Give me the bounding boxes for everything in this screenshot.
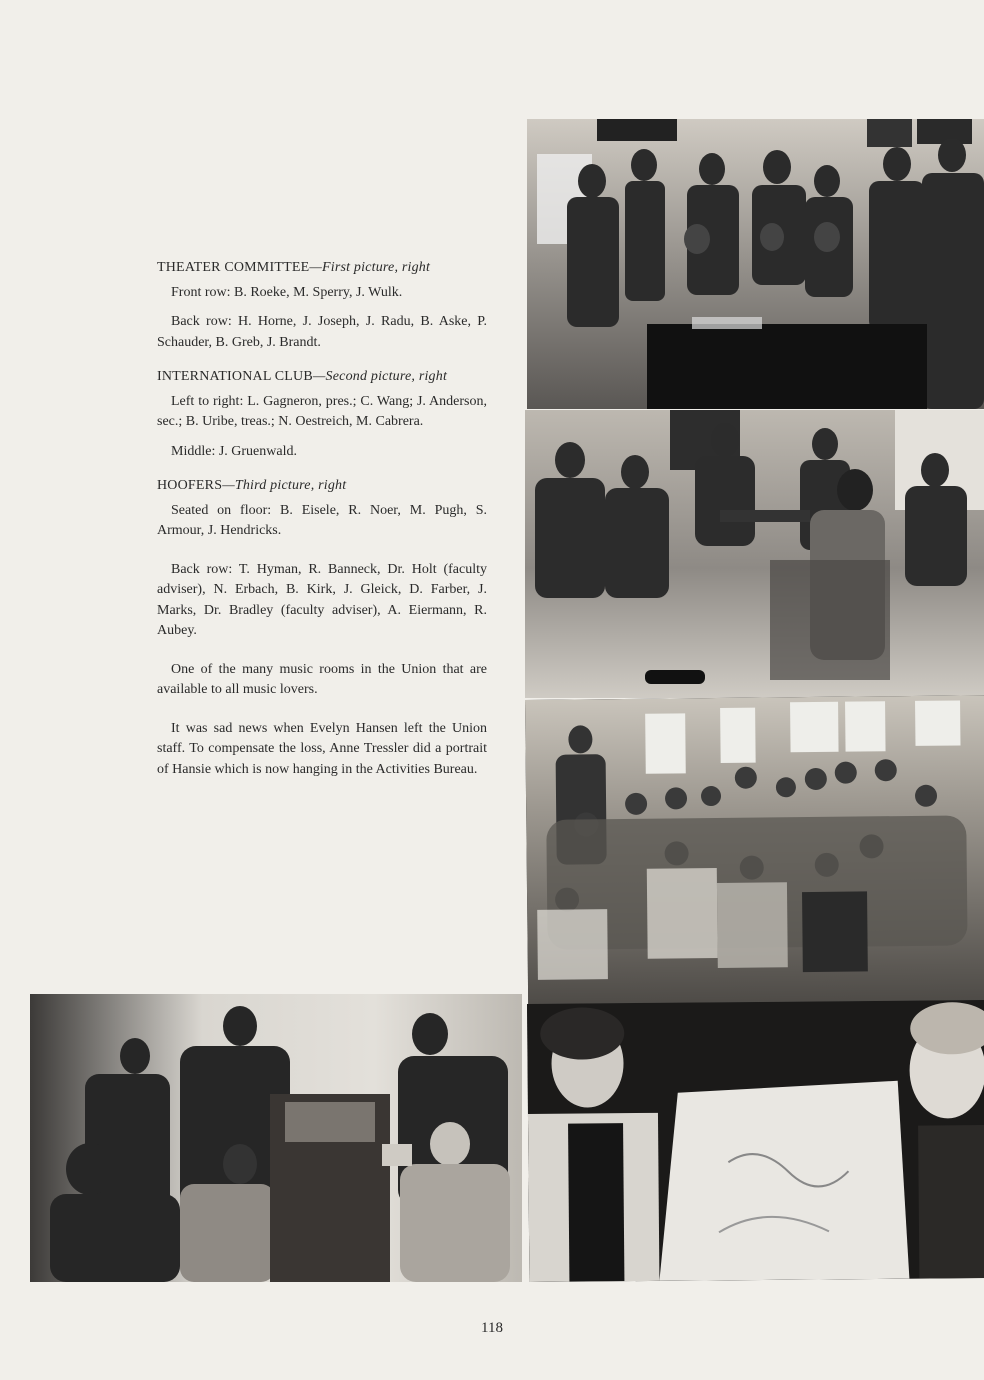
- theater-caption: [157, 258, 487, 353]
- theater-heading: THEATER COMMITTEE—First picture, right: [157, 260, 431, 275]
- music-room-photo: [30, 994, 522, 1282]
- hoofers-heading: HOOFERS—Third picture, right: [157, 478, 347, 493]
- hansen-portrait-photo: [527, 1000, 984, 1282]
- theater-committee-photo: [527, 119, 984, 409]
- international-club-photo: [525, 410, 984, 698]
- hoofers-photo: [525, 695, 984, 1008]
- international-heading: INTERNATIONAL CLUB—Second picture, right: [157, 369, 448, 384]
- international-caption: [157, 367, 487, 462]
- theater-front-row: Front row: B. Roeke, M. Sperry, J. Wulk.: [171, 284, 403, 300]
- international-left-to-right: Left to right: L. Gagneron, pres.; C. Wang; J. Anderson, sec.; B. Uribe, treas.; N. Oestreich, M. Cabrera.: [157, 393, 487, 429]
- caption-column: [157, 258, 487, 789]
- hansen-caption: It was sad news when Evelyn Hansen left the Union staff. To compensate the loss, Anne Tressler did a portrait of Hansie which is now hanging in the Activities Bureau.: [157, 720, 487, 777]
- page-number: 118: [481, 1320, 503, 1336]
- international-middle: Middle: J. Gruenwald.: [171, 443, 297, 459]
- hoofers-back-row: Back row: T. Hyman, R. Banneck, Dr. Holt (faculty adviser), N. Erbach, B. Kirk, J. Gleick, D. Farber, J. Marks, Dr. Bradley (faculty adviser), A. Eiermann, R. Aubey.: [157, 561, 487, 638]
- hoofers-caption: [157, 476, 487, 642]
- theater-back-row: Back row: H. Horne, J. Joseph, J. Radu, B. Aske, P. Schauder, B. Greb, J. Brandt.: [157, 314, 487, 350]
- hoofers-seated: Seated on floor: B. Eisele, R. Noer, M. Pugh, S. Armour, J. Hendricks.: [157, 502, 487, 538]
- music-rooms-caption: One of the many music rooms in the Union that are available to all music lovers.: [157, 661, 487, 697]
